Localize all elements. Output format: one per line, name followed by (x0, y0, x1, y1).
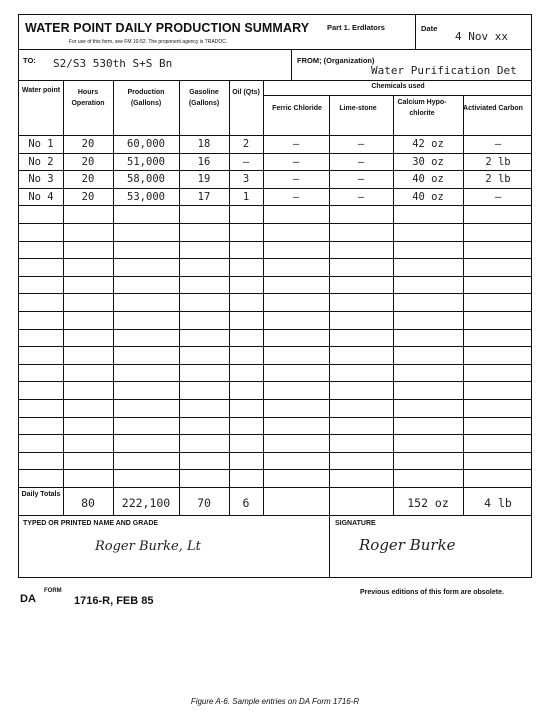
cell-ferric: — (292, 138, 300, 150)
row-line (19, 434, 531, 435)
row-line (19, 364, 531, 365)
row-line (19, 381, 531, 382)
header-chemicals: Chemicals used (371, 83, 425, 90)
row-line (19, 469, 531, 470)
cell-ferric: — (292, 173, 300, 186)
cell-oil: 1 (242, 190, 250, 203)
totals-top-line (19, 487, 531, 488)
from-label: FROM; (Organization) (297, 56, 375, 65)
name-grade-label: TYPED OR PRINTED NAME AND GRADE (23, 520, 159, 527)
header-divider (19, 49, 531, 50)
header-production: Production (Gallons) (127, 89, 165, 107)
part-label: Part 1. Erdlators (327, 23, 385, 32)
cell-prod: 51,000 (127, 155, 165, 168)
form-instructions: For use of this form, see FM 10-52. The proponent agency is TRADOC. (69, 39, 228, 45)
row-line (19, 311, 531, 312)
footer-form-word: FORM (44, 588, 62, 594)
footer-da: DA (20, 593, 36, 605)
header-calcium: Calcium Hypo-chlorite (397, 99, 447, 117)
row-line (19, 452, 531, 453)
total-gasoline: 70 (197, 496, 211, 510)
cell-hours: 20 (81, 155, 95, 168)
name-grade-value: Roger Burke, Lt (95, 539, 201, 554)
footer-form-number: 1716-R, FEB 85 (74, 595, 154, 607)
cell-prod: 53,000 (127, 190, 165, 203)
row-line (19, 346, 531, 347)
row-line (19, 399, 531, 400)
header-carbon: Activiated Carbon (463, 105, 523, 112)
cell-carbon: — (494, 138, 502, 150)
row-line (19, 293, 531, 294)
cell-carbon: 2 lb (485, 173, 511, 186)
date-divider (415, 15, 416, 49)
figure-caption: Figure A-6. Sample entries on DA Form 1716-R (190, 697, 360, 706)
cell-lime: — (357, 138, 365, 150)
totals-bottom-line (19, 515, 531, 516)
cell-wp: No 4 (28, 190, 54, 203)
cell-calcium: 40 oz (412, 190, 444, 203)
cell-wp: No 2 (28, 155, 54, 168)
cell-wp: No 1 (28, 138, 54, 150)
header-gasoline: Gasoline (Gallons) (188, 89, 220, 107)
row-line (19, 329, 531, 330)
header-water-point: Water point (21, 87, 61, 94)
total-hours: 80 (81, 496, 95, 510)
cell-carbon: — (494, 190, 502, 203)
total-carbon: 4 lb (484, 496, 512, 510)
signature-divider (329, 515, 330, 577)
header-limestone: Lime-stone (339, 105, 377, 112)
cell-oil: 3 (242, 173, 250, 186)
cell-gas: 19 (197, 173, 211, 186)
cell-lime: — (357, 190, 365, 203)
form-title: WATER POINT DAILY PRODUCTION SUMMARY (25, 21, 310, 35)
to-label: TO: (23, 56, 36, 65)
date-label: Date (421, 24, 438, 33)
cell-lime: — (357, 173, 365, 186)
total-production: 222,100 (121, 496, 171, 510)
header-oil: Oil (Qts) (232, 89, 260, 96)
to-value: S2/S3 530th S+S Bn (53, 57, 173, 70)
cell-gas: 16 (197, 155, 211, 168)
cell-hours: 20 (81, 190, 95, 203)
signature-label: SIGNATURE (335, 520, 376, 527)
production-summary-form (18, 14, 532, 578)
row-line (19, 258, 531, 259)
cell-prod: 58,000 (127, 173, 165, 186)
cell-oil: 2 (242, 138, 250, 150)
cell-lime: — (357, 155, 365, 168)
row-line (19, 223, 531, 224)
totals-label: Daily Totals (21, 491, 61, 498)
total-calcium: 152 oz (407, 496, 449, 510)
cell-ferric: — (292, 190, 300, 203)
header-hours: Hours Operation (71, 89, 105, 107)
signature-value: Roger Burke (359, 536, 456, 554)
cell-gas: 18 (197, 138, 211, 150)
header-ferric: Ferric Chloride (272, 105, 322, 112)
cell-calcium: 30 oz (412, 155, 444, 168)
cell-oil: — (242, 155, 250, 168)
cell-calcium: 40 oz (412, 173, 444, 186)
row-line (19, 205, 531, 206)
chemicals-underline (263, 95, 531, 96)
row-line (19, 276, 531, 277)
cell-wp: No 3 (28, 173, 54, 186)
cell-ferric: — (292, 155, 300, 168)
footer-obsolete-note: Previous editions of this form are obsolete. (360, 589, 504, 596)
cell-prod: 60,000 (127, 138, 165, 150)
cell-carbon: 2 lb (485, 155, 511, 168)
cell-hours: 20 (81, 173, 95, 186)
cell-hours: 20 (81, 138, 95, 150)
cell-calcium: 42 oz (412, 138, 444, 150)
row-line (19, 241, 531, 242)
from-value: Water Purification Det (371, 64, 517, 77)
row-line (19, 417, 531, 418)
date-value: 4 Nov xx (455, 30, 508, 43)
total-oil: 6 (242, 496, 250, 510)
cell-gas: 17 (197, 190, 211, 203)
to-from-divider (291, 49, 292, 80)
